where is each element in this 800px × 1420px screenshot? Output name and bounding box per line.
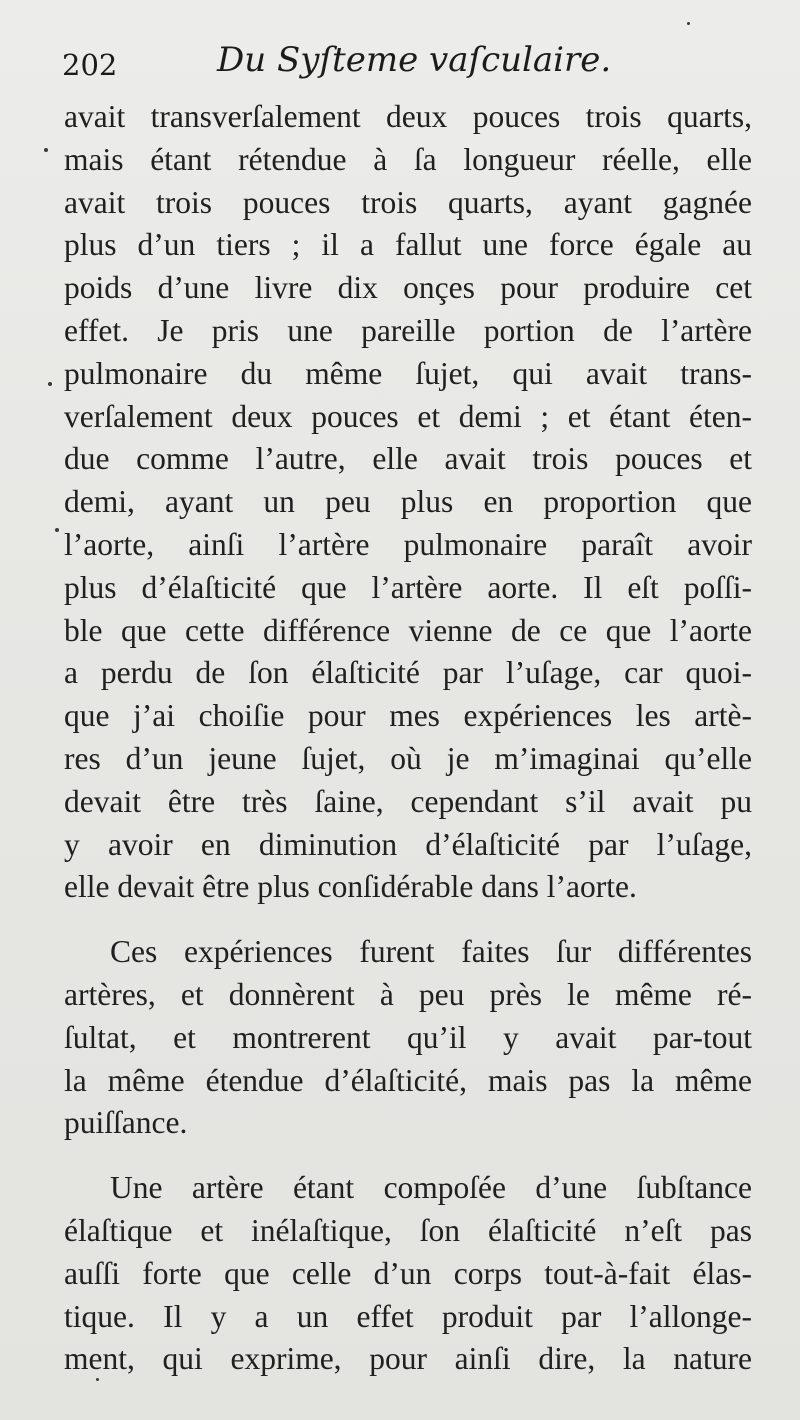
text-line: res d’un jeune ſujet, où je m’imaginai qu’elle: [64, 740, 752, 776]
paragraph-gap: [64, 909, 752, 931]
text-line: poids d’une livre dix onçes pour produire cet: [64, 270, 752, 306]
text-line: a perdu de ſon élaſticité par l’uſage, car quoi-: [64, 655, 752, 691]
page-header: [62, 40, 762, 96]
text-line: pulmonaire du même ſujet, qui avait trans-: [64, 355, 752, 391]
paragraph-2: [64, 931, 752, 1145]
text-line: avait transverſalement deux pouces trois quarts,: [64, 99, 752, 134]
text-line: verſalement deux pouces et demi ; et étant éten-: [64, 398, 752, 434]
text-line: puiſſance.: [64, 1105, 188, 1141]
text-line: ment, qui exprime, pour ainſi dire, la nature: [64, 1341, 752, 1377]
text-line: plus d’un tiers ; il a fallut une force égale au: [64, 227, 752, 263]
page-number: 202: [62, 48, 118, 82]
text-line: Une artère étant compoſée d’une ſubſtance: [110, 1170, 752, 1206]
text-line: demi, ayant un peu plus en proportion que: [64, 484, 752, 520]
text-line: tique. Il y a un effet produit par l’allonge-: [64, 1298, 752, 1334]
text-line: que j’ai choiſie pour mes expériences les artè-: [64, 698, 752, 734]
paper-speck: [48, 382, 52, 386]
paragraph-3: [64, 1167, 752, 1381]
text-line: ſultat, et montrerent qu’il y avait par-tout: [64, 1019, 752, 1055]
text-line: devait être très ſaine, cependant s’il avait pu: [64, 783, 752, 819]
text-line: l’aorte, ainſi l’artère pulmonaire paraît avoir: [64, 526, 752, 562]
text-line: avait trois pouces trois quarts, ayant gagnée: [64, 184, 752, 220]
text-line: elle devait être plus conſidérable dans l’aorte.: [64, 869, 637, 905]
text-line: mais étant rétendue à ſa longueur réelle, elle: [64, 141, 752, 177]
text-line: la même étendue d’élaſticité, mais pas la même: [64, 1062, 752, 1098]
text-line: y avoir en diminution d’élaſticité par l’uſage,: [64, 826, 752, 862]
text-line: artères, et donnèrent à peu près le même ré-: [64, 976, 752, 1012]
text-line: élaſtique et inélaſtique, ſon élaſticité n’eſt pas: [64, 1212, 752, 1248]
body-text: [64, 96, 752, 1381]
paragraph-gap: [64, 1145, 752, 1167]
paragraph-1: [64, 96, 752, 909]
text-line: plus d’élaſticité que l’artère aorte. Il eſt poſſi-: [64, 569, 752, 605]
running-title: Du Syſteme vaſculaire.: [217, 40, 612, 80]
paper-speck: [96, 1378, 99, 1381]
text-line: Ces expériences furent faites ſur différentes: [110, 934, 752, 970]
text-line: ble que cette différence vienne de ce que l’aorte: [64, 612, 752, 648]
text-line: auſſi forte que celle d’un corps tout-à-fait élas-: [64, 1255, 752, 1291]
text-line: due comme l’autre, elle avait trois pouces et: [64, 441, 752, 477]
paper-speck: [55, 528, 59, 532]
paper-speck: [44, 148, 48, 152]
text-line: effet. Je pris une pareille portion de l’artère: [64, 312, 752, 348]
paper-speck: [687, 22, 690, 25]
